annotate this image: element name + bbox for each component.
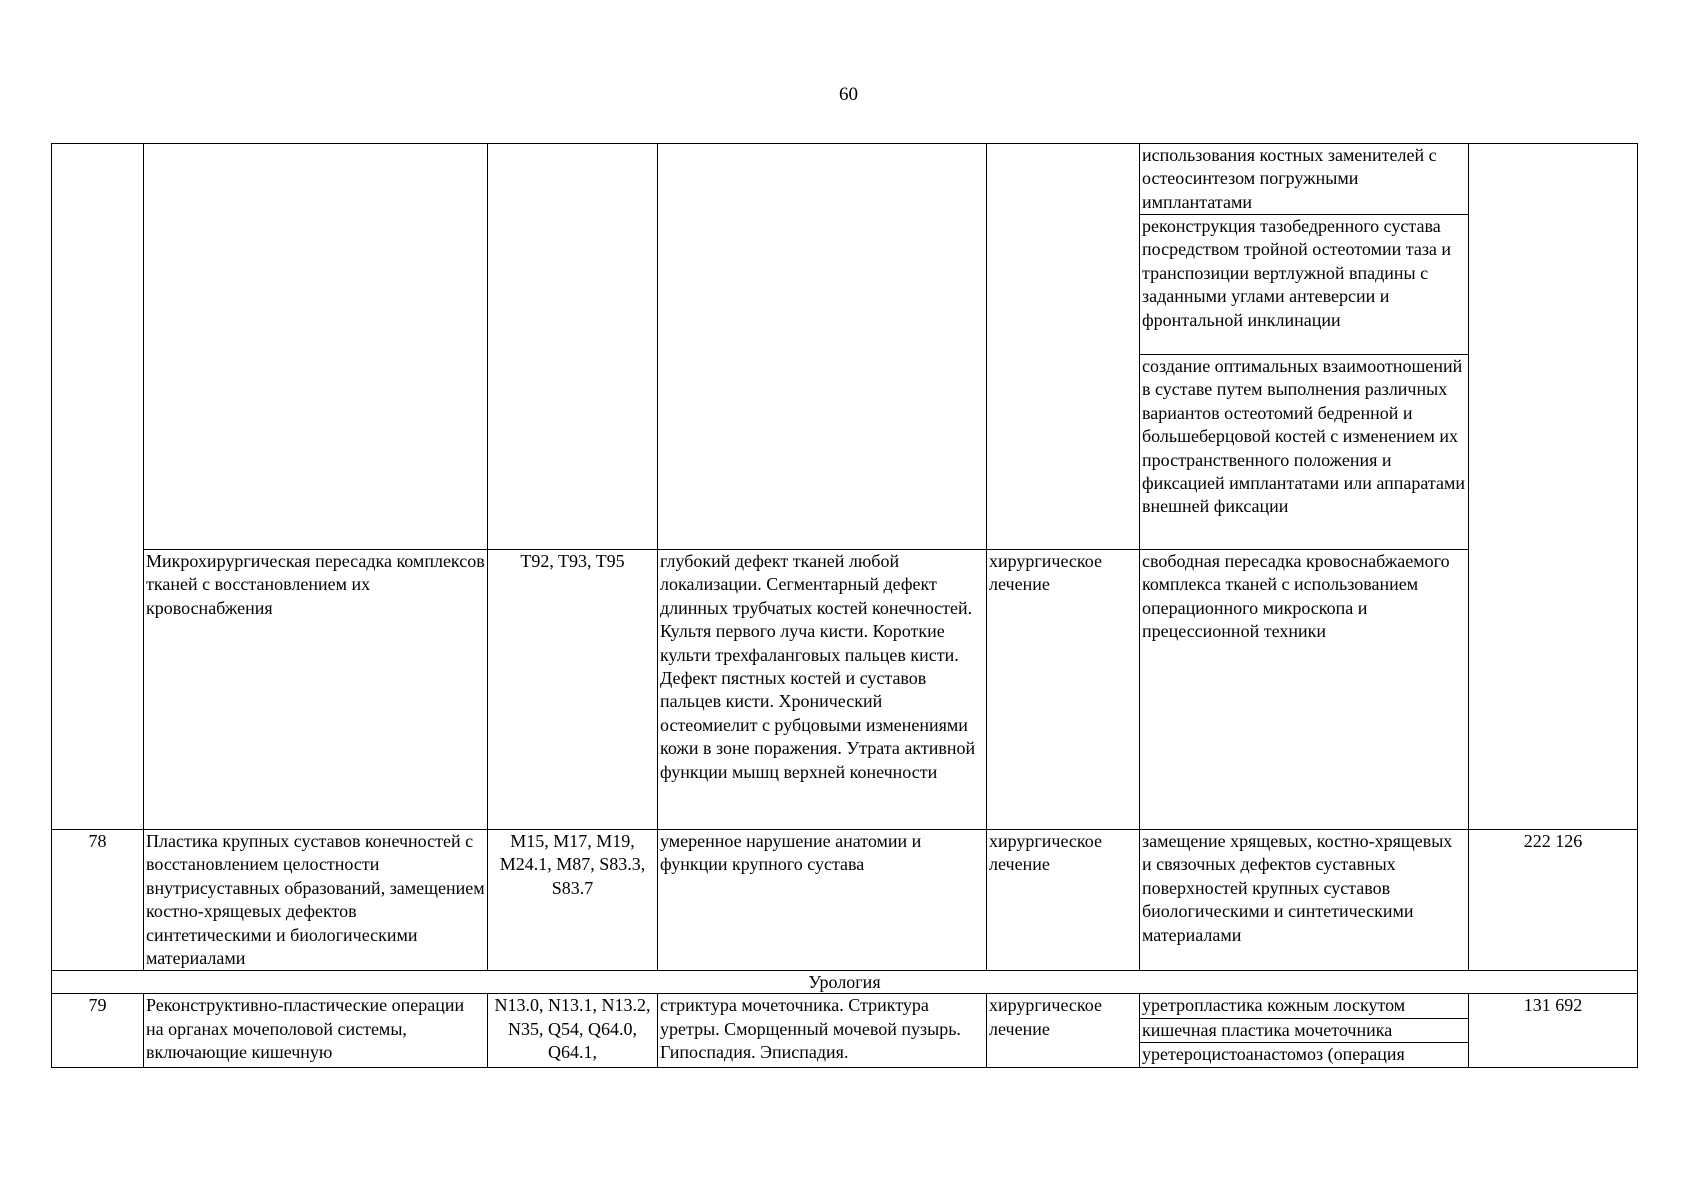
method-item: использования костных заменителей с остеосинтезом погружными имплантатами bbox=[1142, 145, 1437, 212]
table-row-continuation bbox=[52, 144, 1638, 550]
cell-num-empty bbox=[52, 144, 144, 830]
section-title: Урология bbox=[52, 971, 1638, 994]
cell-treatment: хирургическое лечение bbox=[987, 550, 1140, 830]
cell-treatment: хирургическое лечение bbox=[987, 830, 1140, 971]
table-row-78 bbox=[52, 830, 1638, 971]
method-item: уретропластика кожным лоскутом bbox=[1142, 995, 1406, 1016]
cell-price: 131 692 bbox=[1469, 994, 1638, 1067]
cell-model: умеренное нарушение анатомии и функции крупного сустава bbox=[658, 830, 987, 971]
medical-services-table bbox=[51, 143, 1638, 1068]
page-number: 60 bbox=[839, 84, 858, 105]
cell-name: Реконструктивно-пластические операции на органах мочеполовой системы, включающие кишечную bbox=[144, 994, 488, 1067]
cell-num: 79 bbox=[52, 994, 144, 1067]
method-item: кишечная пластика мочеточника bbox=[1140, 1018, 1468, 1042]
cell-name: Микрохирургическая пересадка комплексов тканей с восстановлением их кровоснабжения bbox=[144, 550, 488, 830]
cell-codes: M15, M17, M19, M24.1, M87, S83.3, S83.7 bbox=[488, 830, 658, 971]
cell-model: стриктура мочеточника. Стриктура уретры. Сморщенный мочевой пузырь. Гипоспадия. Эписпадия. bbox=[658, 994, 987, 1067]
cell-price: 222 126 bbox=[1469, 830, 1638, 971]
section-row bbox=[52, 971, 1638, 994]
cell-codes-empty bbox=[488, 144, 658, 550]
table-row-micro bbox=[52, 550, 1638, 830]
cell-num: 78 bbox=[52, 830, 144, 971]
method-item: реконструкция тазобедренного сустава посредством тройной остеотомии таза и транспозиции вертлужной впадины с заданными углами антеверсии и фронтальной инклинации bbox=[1140, 214, 1468, 354]
cell-name: Пластика крупных суставов конечностей с восстановлением целостности внутрисуставных образований, замещением костно-хрящевых дефектов синтетическими и биологическими материалами bbox=[144, 830, 488, 971]
cell-codes: N13.0, N13.1, N13.2, N35, Q54, Q64.0, Q64.1, bbox=[488, 994, 658, 1067]
cell-price-empty bbox=[1469, 144, 1638, 830]
cell-model-empty bbox=[658, 144, 987, 550]
cell-method: замещение хрящевых, костно-хрящевых и связочных дефектов суставных поверхностей крупных суставов биологическими и синтетическими материалами bbox=[1140, 830, 1469, 971]
method-item: уретероцистоанастомоз (операция bbox=[1140, 1042, 1468, 1066]
cell-codes: T92, T93, T95 bbox=[488, 550, 658, 830]
cell-treatment-empty bbox=[987, 144, 1140, 550]
table-row-79 bbox=[52, 994, 1638, 1067]
method-item: создание оптимальных взаимоотношений в суставе путем выполнения различных вариантов остеотомий бедренной и большеберцовой костей с изменением их пространственного положения и фиксацией имплантатами или аппаратами внешней фиксации bbox=[1140, 354, 1468, 519]
cell-method: свободная пересадка кровоснабжаемого комплекса тканей с использованием операционного микроскопа и прецессионной техники bbox=[1140, 550, 1469, 830]
cell-methods bbox=[1140, 994, 1469, 1067]
cell-treatment: хирургическое лечение bbox=[987, 994, 1140, 1067]
cell-model: глубокий дефект тканей любой локализации. Сегментарный дефект длинных трубчатых костей конечностей. Культя первого луча кисти. Короткие культи трехфаланговых пальцев кисти. Дефект пястных костей и суставов пальцев кисти. Хронический остеомиелит с рубцовыми изменениями кожи в зоне поражения. Утрата активной функции мышц верхней конечности bbox=[658, 550, 987, 830]
cell-name-empty bbox=[144, 144, 488, 550]
cell-methods bbox=[1140, 144, 1469, 550]
